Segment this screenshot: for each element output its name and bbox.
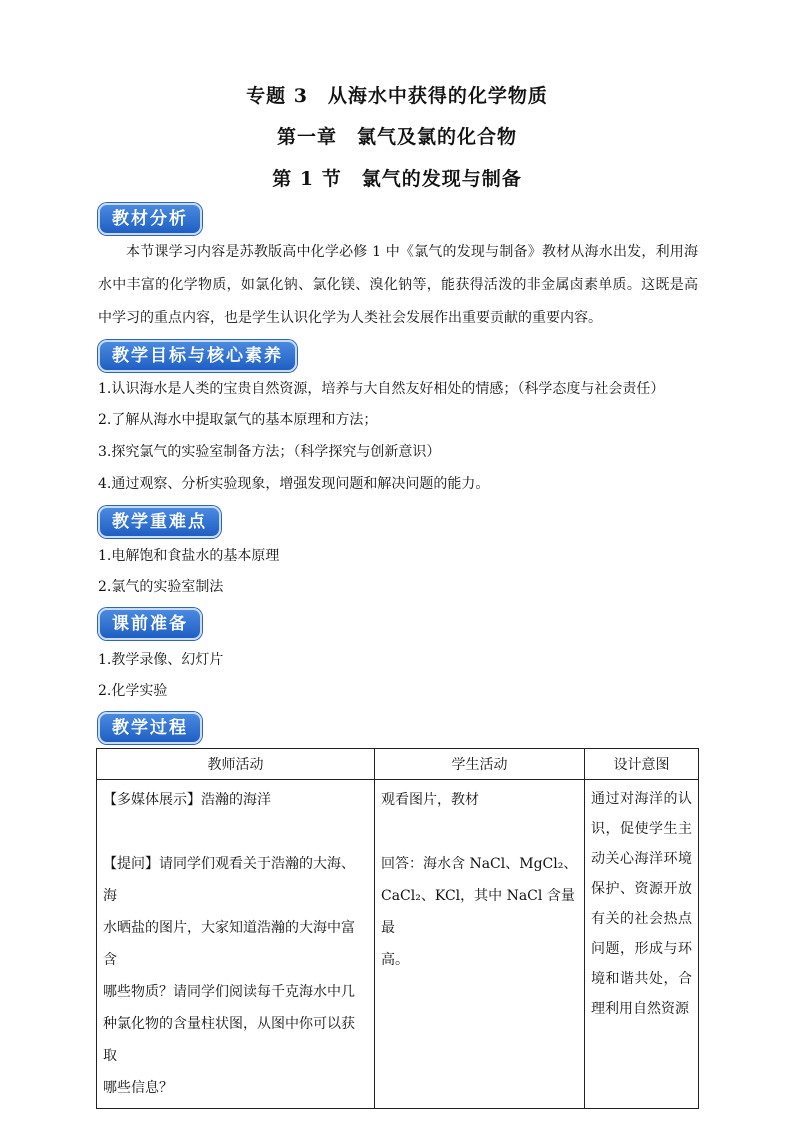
teacher-ask-tag: 【提问】 [103, 856, 159, 872]
preparation-heading: 课前准备 [98, 608, 202, 640]
student-line: 观看图片，教材 [381, 792, 479, 808]
topic-title: 专题 3 从海水中获得的化学物质 [246, 85, 548, 107]
preparation-item: 2.化学实验 [98, 683, 168, 699]
goals-heading: 教学目标与核心素养 [98, 340, 297, 372]
column-header-teacher: 教师活动 [97, 749, 375, 780]
teacher-ask-line [103, 848, 368, 912]
teacher-ask-line: 哪些物质？请同学们阅读每千克海水中几 [103, 984, 355, 1000]
chapter-title: 第一章 氯气及氯的化合物 [276, 126, 517, 148]
process-heading: 教学过程 [98, 712, 202, 744]
student-answer-line: 高。 [381, 952, 409, 968]
difficulty-item: 2.氯气的实验室制法 [98, 579, 224, 595]
teacher-ask-line: 哪些信息？ [103, 1080, 173, 1096]
teacher-ask-text: 请同学们观看关于浩瀚的大海、海 [103, 856, 355, 904]
teacher-show-line [103, 784, 368, 816]
table-row [97, 780, 699, 1109]
teacher-show-text: 浩瀚的海洋 [201, 792, 271, 808]
student-activity-cell [375, 780, 585, 1109]
teacher-show-tag: 【多媒体展示】 [103, 792, 201, 808]
column-header-student: 学生活动 [375, 749, 585, 780]
column-header-intent: 设计意图 [585, 749, 699, 780]
design-intent-text: 通过对海洋的认识，促使学生主动关心海洋环境保护、资源开放有关的社会热点问题，形成与环境和谐共处，合理利用自然资源 [591, 791, 692, 1017]
difficulty-item: 1.电解饱和食盐水的基本原理 [98, 548, 280, 564]
teacher-ask-line: 水晒盐的图片，大家知道浩瀚的大海中富含 [103, 920, 355, 968]
goal-item: 3.探究氯气的实验室制备方法；（科学探究与创新意识） [98, 444, 441, 460]
section-title: 第 1 节 氯气的发现与制备 [272, 168, 522, 190]
goal-item: 4.通过观察、分析实验现象，增强发现问题和解决问题的能力。 [98, 476, 490, 492]
preparation-item: 1.教学录像、幻灯片 [98, 652, 224, 668]
student-answer-line: CaCl₂、KCl，其中 NaCl 含量最 [381, 888, 575, 936]
analysis-paragraph: 本节课学习内容是苏教版高中化学必修 1 中《氯气的发现与制备》教材从海水出发，利用海水中丰富的化学物质，如氯化钠、氯化镁、溴化钠等，能获得活泼的非金属卤素单质。这既是高中学习的重点内容，也是学生认识化学为人类社会发展作出重要贡献的重要内容。 [98, 244, 698, 326]
design-intent-cell [585, 780, 699, 1109]
teacher-activity-cell [97, 780, 375, 1109]
goal-item: 2.了解从海水中提取氯气的基本原理和方法； [98, 412, 378, 428]
goal-item: 1.认识海水是人类的宝贵自然资源，培养与大自然友好相处的情感；（科学态度与社会责任） [98, 381, 665, 397]
student-answer-line: 回答：海水含 NaCl、MgCl₂、 [381, 856, 578, 872]
teacher-ask-line: 种氯化物的含量柱状图，从图中你可以获取 [103, 1016, 355, 1064]
analysis-heading: 教材分析 [98, 203, 202, 235]
difficulties-heading: 教学重难点 [98, 506, 221, 538]
teaching-process-table [96, 748, 699, 1109]
